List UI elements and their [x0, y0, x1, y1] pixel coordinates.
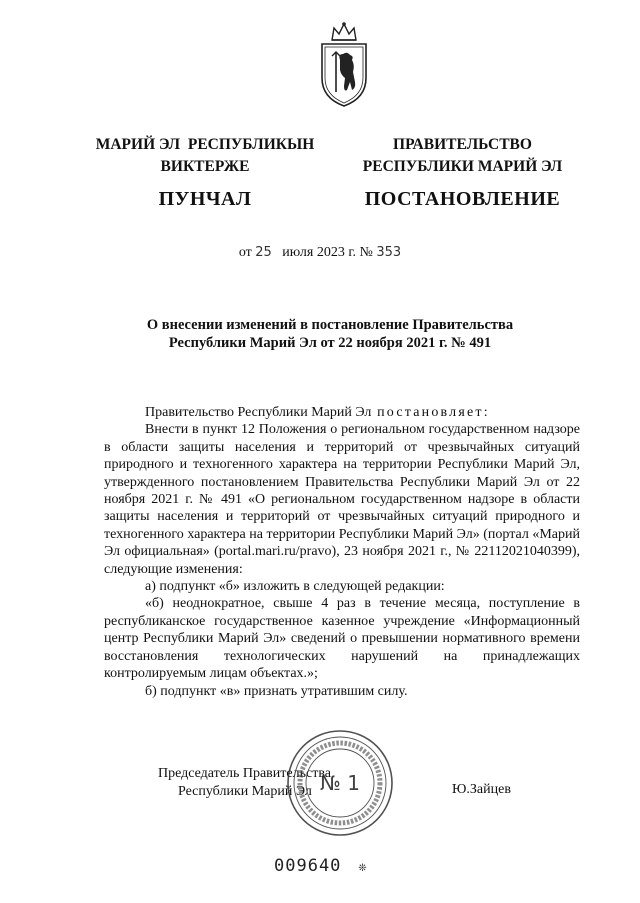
header-left-line2: ВИКТЕРЖЕ — [160, 158, 250, 175]
body-paragraph-3: «б) неоднократное, свыше 4 раз в течение месяца, поступление в республиканское государственное казенное учреждение «Информационный центр Республики Марий Эл» сведений о превышении нормативного времени восстановления технологических нарушений на принадлежащих контролируемым лицам объектах.»; — [104, 596, 580, 682]
title-line1: О внесении изменений в постановление Правительства — [146, 317, 514, 333]
serial-mark-icon: ❊ — [358, 860, 368, 875]
header-right-line2: РЕСПУБЛИКИ МАРИЙ ЭЛ — [362, 158, 563, 175]
body-paragraph-4: б) подпункт «в» признать утратившим силу. — [145, 683, 408, 699]
date-day: 25 — [255, 245, 272, 260]
document-serial — [274, 856, 368, 876]
intro-decree-word: постановляет: — [371, 405, 490, 420]
header-right-line1: ПРАВИТЕЛЬСТВО — [393, 136, 532, 153]
stamp-number: № 1 — [320, 771, 360, 795]
title-line2: Республики Марий Эл от 22 ноября 2021 г. № 491 — [168, 335, 492, 351]
date-month-year: июля 2023 г. № — [282, 245, 373, 260]
header-left-block — [80, 134, 330, 212]
document-title — [80, 316, 580, 352]
document-number: 353 — [376, 245, 402, 260]
body-paragraph-1: Внести в пункт 12 Положения о региональном государственном надзоре в области защиты населения и территорий от чрезвычайных ситуаций природного и техногенного характера на территории Республики Марий Эл, утвержденного постановлением Правительства Республики Марий Эл от 22 ноября 2021 г. № 491 «О региональном государственном надзоре в области защиты населения и территорий от чрезвычайных ситуаций природного и техногенного характера на территории Республики Марий Эл» (портал «Марий Эл официальная» (portal.mari.ru/pravo), 23 ноября 2021 г., № 22112021040399), следующие изменения: — [104, 422, 580, 577]
serial-number: 009640 — [274, 856, 342, 876]
official-stamp — [285, 728, 395, 838]
document-date-line — [0, 245, 640, 261]
body-paragraph-2: а) подпункт «б» изложить в следующей редакции: — [145, 579, 445, 595]
signature-position-line1: Председатель Правительства — [158, 766, 331, 781]
intro-paragraph — [104, 404, 580, 421]
header-right-doc-type: ПОСТАНОВЛЕНИЕ — [364, 188, 561, 210]
signature-position-line2: Республики Марий Эл — [178, 784, 312, 799]
document-body — [104, 404, 580, 700]
header-left-line1: МАРИЙ ЭЛ РЕСПУБЛИКЫН — [95, 136, 315, 153]
signer-name: Ю.Зайцев — [452, 782, 511, 797]
date-prefix: от — [238, 245, 252, 260]
header-right-block — [345, 134, 580, 212]
header-left-doc-type: ПУНЧАЛ — [158, 188, 252, 210]
intro-text: Правительство Республики Марий Эл — [145, 405, 372, 420]
coat-of-arms-emblem — [314, 20, 374, 110]
